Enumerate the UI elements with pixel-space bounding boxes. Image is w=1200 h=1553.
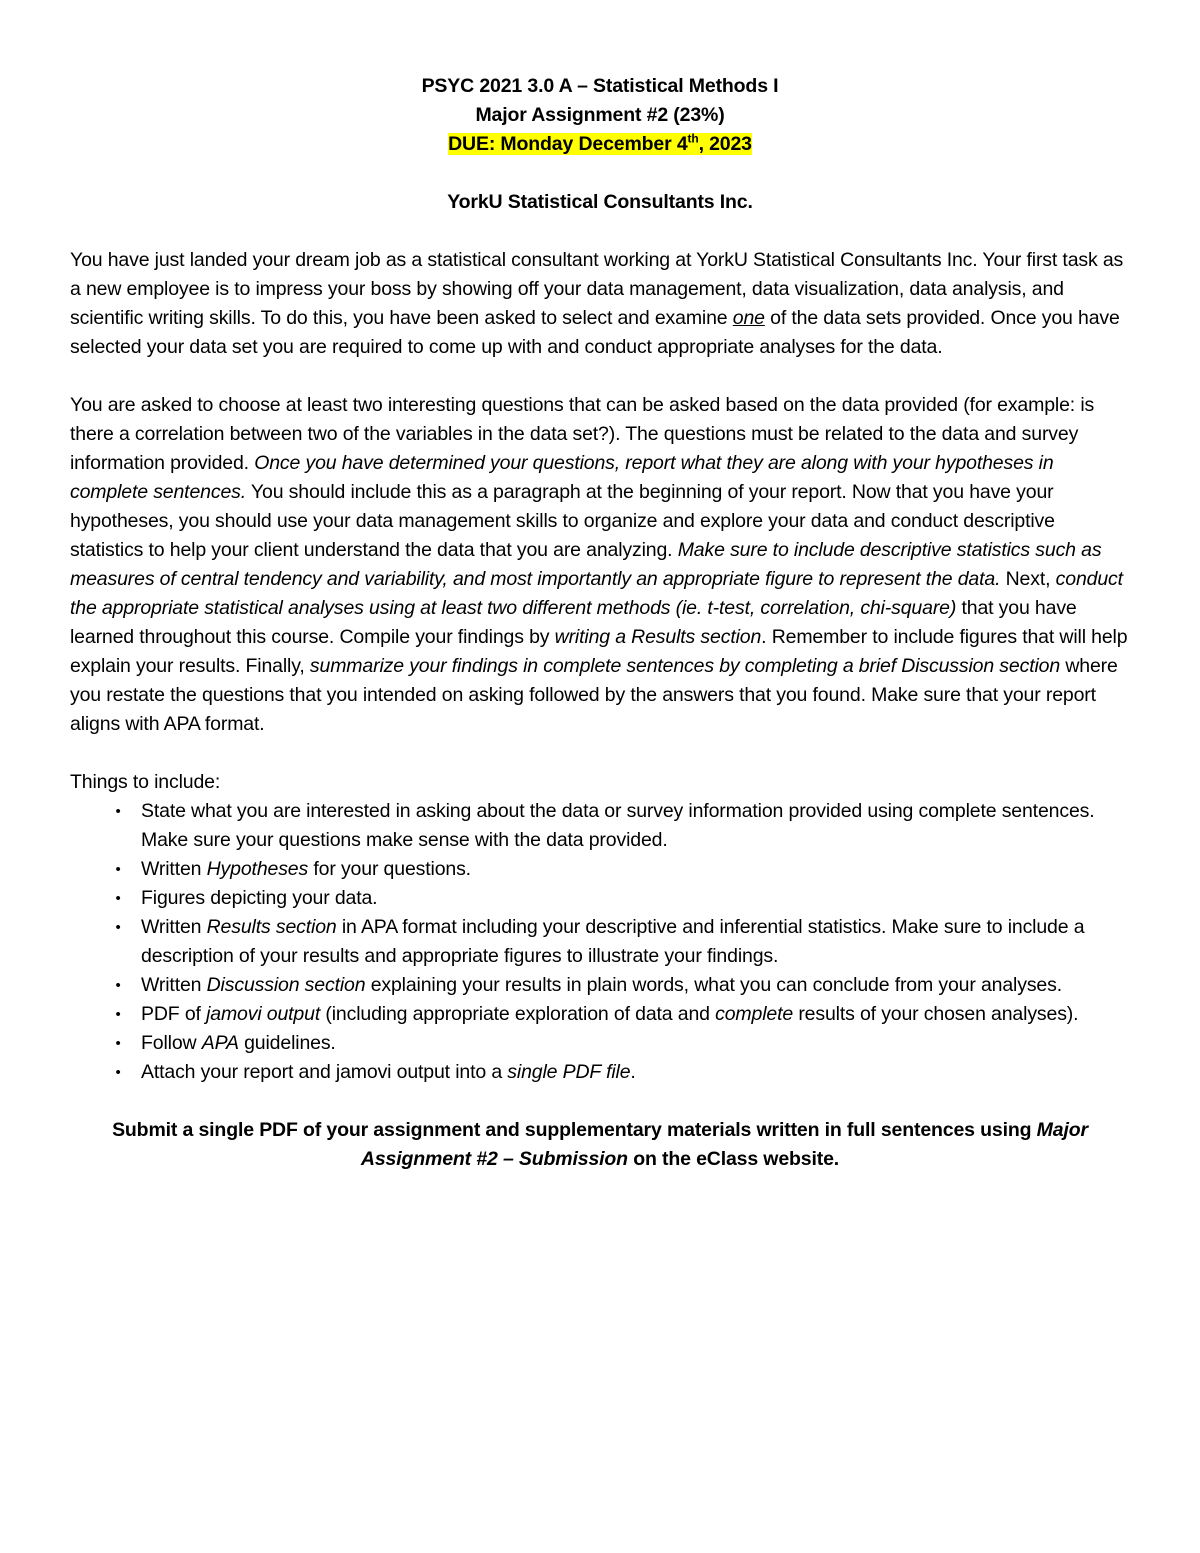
list-item (70, 884, 1130, 913)
instructions-text-2: You should include this as a paragraph at the beginning of your report. Now that you have your hypotheses, you should use your data management skills to organize and explore your data and conduct descriptive statistics to help your client understand the data that you are analyzing. (70, 481, 1055, 561)
instructions-italic-4: writing a Results section (554, 626, 762, 648)
bullet-icon: • (115, 977, 121, 994)
list-item-text: Figures depicting your data. (141, 887, 378, 909)
list-item-italic: single PDF file (507, 1061, 631, 1083)
list-item-text: . (630, 1061, 636, 1083)
bullet-icon: • (115, 861, 121, 878)
instructions-text-6: where you restate the questions that you intended on asking followed by the answers that you found. Make sure that your report aligns with APA format. (70, 655, 1118, 735)
submission-instructions (70, 1116, 1130, 1174)
list-item-italic: Hypotheses (206, 858, 309, 880)
intro-paragraph (70, 246, 1130, 362)
instructions-paragraph (70, 391, 1130, 739)
list-item-text: Written (141, 916, 207, 938)
submission-text-1: Submit a single PDF of your assignment and supplementary materials written in full sentences using (112, 1119, 1037, 1141)
instructions-italic-5: summarize your findings in complete sentences by completing a brief Discussion section (309, 655, 1061, 677)
list-item-text: (including appropriate exploration of data and (320, 1003, 716, 1025)
list-item-text: Written (141, 858, 207, 880)
instructions-italic-3: conduct the appropriate statistical analyses using at least two different methods (ie. t-test, correlation, chi-square) (70, 568, 1123, 619)
bullet-icon: • (115, 890, 121, 907)
instructions-text-4: that you have learned throughout this course. Compile your findings by (70, 597, 1077, 648)
instructions-text-1: You are asked to choose at least two interesting questions that can be asked based on the data provided (for example: is there a correlation between two of the variables in the data set?). The questions must be related to the data and survey information provided. (70, 394, 1095, 474)
list-item-text: for your questions. (308, 858, 471, 880)
list-item (70, 1000, 1130, 1029)
bullet-icon: • (115, 1064, 121, 1081)
due-date-year: , 2023 (698, 133, 752, 155)
list-item-italic: Discussion section (206, 974, 366, 996)
list-item-italic: complete (715, 1003, 794, 1025)
list-item-text: guidelines. (238, 1032, 336, 1054)
list-item (70, 913, 1130, 971)
instructions-italic-1: Once you have determined your questions, report what they are along with your hypotheses in complete sentences. (70, 452, 1054, 503)
list-item-text: in APA format including your descriptive and inferential statistics. Make sure to include a description of your results and appropriate figures to illustrate your findings. (141, 916, 1085, 967)
intro-text-2: of the data sets provided. Once you have selected your data set you are required to come up with and conduct appropriate analyses for the data. (70, 307, 1120, 358)
assignment-title: Major Assignment #2 (23%) (475, 104, 725, 126)
instructions-text-5: . Remember to include figures that will help explain your results. Finally, (70, 626, 1128, 677)
list-item-text: explaining your results in plain words, what you can conclude from your analyses. (365, 974, 1062, 996)
list-item-text: State what you are interested in asking about the data or survey information provided using complete sentences. Make sure your questions make sense with the data provided. (141, 800, 1095, 851)
list-item-text: PDF of (141, 1003, 207, 1025)
due-date-highlight (448, 133, 752, 155)
list-item (70, 1058, 1130, 1087)
intro-text-1: You have just landed your dream job as a statistical consultant working at YorkU Statistical Consultants Inc. Your first task as a new employee is to impress your boss by showing off your data management, data visualization, data analysis, and scientific writing skills. To do this, you have been asked to select and examine (70, 249, 1124, 329)
list-item-italic: Results section (206, 916, 337, 938)
bullet-icon: • (115, 1006, 121, 1023)
submission-italic: Major Assignment #2 – Submission (360, 1119, 1088, 1170)
list-item (70, 1029, 1130, 1058)
document-content (70, 72, 1130, 1174)
due-date-prefix: DUE: Monday December 4 (448, 133, 688, 155)
list-item (70, 855, 1130, 884)
list-item-italic: jamovi output (206, 1003, 321, 1025)
things-heading: Things to include: (70, 771, 221, 793)
instructions-italic-2: Make sure to include descriptive statistics such as measures of central tendency and variability, and most importantly an appropriate figure to represent the data. (70, 539, 1102, 590)
due-date-ordinal: th (687, 131, 699, 146)
list-item (70, 797, 1130, 855)
bullet-icon: • (115, 1035, 121, 1052)
submission-text-2: on the eClass website. (627, 1148, 840, 1170)
list-item-italic: APA (201, 1032, 239, 1054)
list-item-text: Attach your report and jamovi output into a (141, 1061, 508, 1083)
list-item-text: Follow (141, 1032, 202, 1054)
intro-emphasis-one: one (732, 307, 765, 329)
list-item (70, 971, 1130, 1000)
instructions-text-3: Next, (1000, 568, 1056, 590)
course-title: PSYC 2021 3.0 A – Statistical Methods I (421, 75, 779, 97)
due-date-line (70, 130, 1130, 159)
bullet-icon: • (115, 803, 121, 820)
company-name: YorkU Statistical Consultants Inc. (447, 191, 753, 213)
bullet-icon: • (115, 919, 121, 936)
list-item-text: results of your chosen analyses). (793, 1003, 1079, 1025)
list-item-text: Written (141, 974, 207, 996)
things-list (70, 797, 1130, 1087)
